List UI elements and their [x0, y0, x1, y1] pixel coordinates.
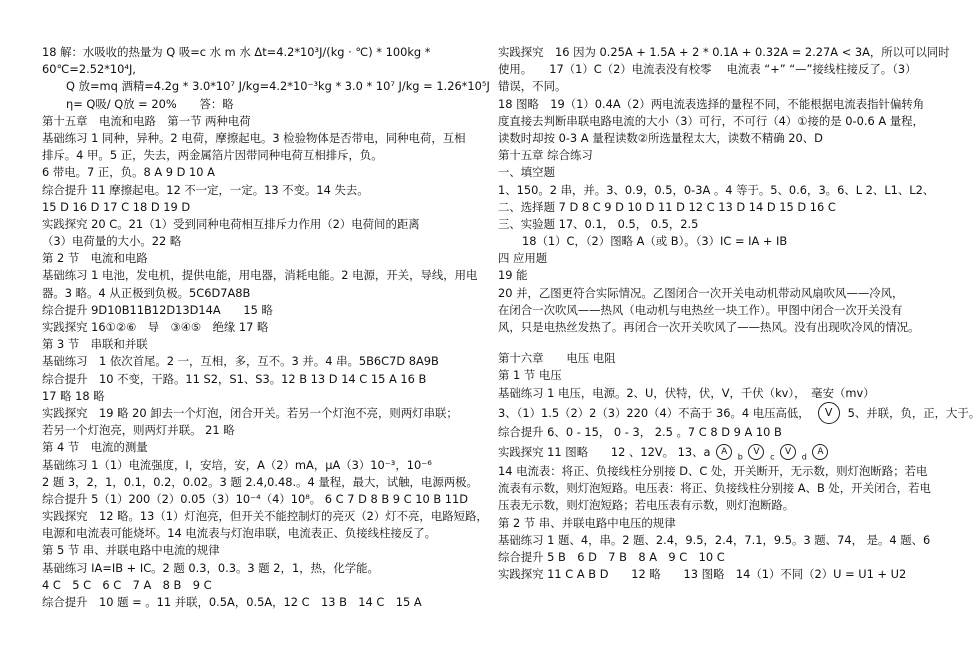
- text-line: 基础练习 1（1）电流强度，I，安培，安，A（2）mA，μA（3）10⁻³，10⁻⁶: [42, 457, 432, 472]
- section-heading: 第十五章 综合练习: [498, 148, 593, 163]
- text-line: 实践探究 12 略。13（1）灯泡亮，但开关不能控制灯的亮灭（2）灯不亮，电路短路，: [42, 509, 488, 524]
- text-line: 度直接去判断串联电路电流的大小（3）可行，不可行（4）①接的是 0-0.6 A 量程，: [498, 113, 924, 128]
- text-line: 4 C 5 C 6 C 7 A 8 B 9 C: [42, 577, 212, 592]
- voltmeter-symbol-icon: V: [780, 444, 796, 460]
- section-heading: 第 2 节 串、并联电路中电压的规律: [498, 515, 676, 530]
- text-line: 器。3 略。4 从正极到负极。5C6D7A8B: [42, 285, 251, 300]
- text-segment: 3、（1）1.5（2）2（3）220（4）不高于 36。4 电压高低，: [498, 405, 810, 420]
- right-column: [498, 44, 980, 583]
- text-line: Q 放=mq 酒精=4.2g * 3.0*10⁷ J/kg=4.2*10⁻³kg * 3.0 * 10⁷ J/kg = 1.26*10⁵J: [66, 79, 490, 94]
- text-line: 1、150。2 串，并。3、0.9，0.5，0-3A 。4 等于。5、0.6，3。6、L 2、L1、L2、: [498, 182, 935, 197]
- text-line: 综合提升 6、0 - 15， 0 - 3， 2.5 。7 C 8 D 9 A 10 B: [498, 424, 782, 439]
- chapter-heading: 第十六章 电压 电阻: [498, 351, 616, 366]
- section-heading: 第 2 节 电流和电路: [42, 251, 148, 266]
- spacer: [498, 336, 918, 350]
- text-line: 使用。 17（1）C（2）电流表没有校零 电流表 “+” “—”接线柱接反了。（3）: [498, 62, 917, 77]
- label-c: c: [770, 452, 775, 462]
- text-line: 基础练习 IA=IB + IC。2 题 0.3，0.3。3 题 2，1，热，化学能。: [42, 560, 379, 575]
- chapter-heading: 第十五章 电流和电路 第一节 两种电荷: [42, 113, 251, 128]
- text-line: 综合提升 10 不变，干路。11 S2，S1、S3。12 B 13 D 14 C 15 A 16 B: [42, 371, 427, 386]
- text-line: 6 带电。7 正，负。8 A 9 D 10 A: [42, 165, 215, 180]
- text-line: 60℃=2.52*10⁴J,: [42, 62, 136, 77]
- meter-sequence-line: [498, 441, 918, 463]
- text-line: 若另一个灯泡亮，则两灯并联。 21 略: [42, 423, 235, 438]
- text-line: 15 D 16 D 17 C 18 D 19 D: [42, 199, 191, 214]
- text-line: 综合提升 11 摩擦起电。12 不一定，一定。13 不变。14 失去。: [42, 182, 369, 197]
- voltmeter-line: [498, 402, 980, 424]
- section-heading: 第 1 节 电压: [498, 368, 562, 383]
- text-line: 实践探究 16①②⑥ 导 ③④⑤ 绝缘 17 略: [42, 320, 269, 334]
- text-line: 基础练习 1 依次首尾。2 一，互相，多，互不。3 并。4 串。5B6C7D 8A9B: [42, 354, 439, 369]
- voltmeter-symbol-icon: V: [748, 444, 764, 460]
- text-line: 排斥。4 甲。5 正，失去，两金属箔片因带同种电荷互相排斥，负。: [42, 148, 383, 163]
- section-heading: 第 5 节 串、并联电路中电流的规律: [42, 543, 220, 558]
- text-line: 风，只是电热丝发热了。再闭合一次开关吹风了——热风。没有出现吹冷风的情况。: [498, 320, 920, 334]
- text-line: 错误，不同。: [498, 79, 567, 94]
- text-line: 17 略 18 略: [42, 388, 105, 403]
- text-line: η= Q吸/ Q放 = 20% 答：略: [66, 96, 234, 111]
- text-line: 基础练习 1 电池，发电机，提供电能，用电器，消耗电能。2 电源，开关，导线，用电: [42, 268, 478, 283]
- section-heading: 第 3 节 串联和并联: [42, 337, 148, 352]
- text-line: 在闭合一次吹风——热风（电动机与电热丝一块工作）。甲图中闭合一次开关没有: [498, 302, 903, 317]
- text-line: 实践探究 20 C。21（1）受到同种电荷相互排斥力作用（2）电荷间的距离: [42, 216, 420, 231]
- text-line: 14 电流表：将正、负接线柱分别接 D、C 处，开关断开，无示数，则灯泡断路；若电: [498, 463, 928, 478]
- text-line: 流表有示数，则灯泡短路。电压表：将正、负接线柱分别接 A、B 处，开关闭合，若电: [498, 481, 931, 496]
- text-line: 20 并，乙图更符合实际情况。乙图闭合一次开关电动机带动风扇吹风——冷风，: [498, 285, 904, 300]
- text-line: 2 题 3，2，1，0.1，0.2，0.02。3 题 2.4,0.48.。4 量程，最大，试触，电源两极。: [42, 474, 478, 489]
- ammeter-symbol-icon: A: [716, 444, 732, 460]
- text-line: （3）电荷量的大小。22 略: [42, 234, 182, 249]
- text-line: 18 解：水吸收的热量为 Q 吸=c 水 m 水 Δt=4.2*10³J/(kg · ℃) * 100kg *: [42, 45, 431, 59]
- text-line: 18（1）C，（2）图略 A（或 B）。（3）IC = IA + IB: [522, 234, 788, 249]
- text-line: 基础练习 1 同种，异种。2 电荷，摩擦起电。3 检验物体是否带电，同种电荷，互相: [42, 130, 466, 145]
- text-line: 18 图略 19（1）0.4A（2）两电流表选择的量程不同，不能根据电流表指针偏转角: [498, 96, 925, 111]
- text-line: 实践探究 19 略 20 卸去一个灯泡，闭合开关。若另一个灯泡不亮，则两灯串联；: [42, 405, 458, 420]
- section-heading: 第 4 节 电流的测量: [42, 440, 148, 455]
- text-line: 实践探究 11 C A B D 12 略 13 图略 14（1）不同（2）U = U1 + U2: [498, 567, 907, 582]
- text-line: 二、选择题 7 D 8 C 9 D 10 D 11 D 12 C 13 D 14 D 15 D 16 C: [498, 199, 836, 214]
- text-segment: 5、并联，负，正，大于。: [847, 405, 980, 420]
- text-line: 实践探究 16 因为 0.25A + 1.5A + 2 * 0.1A + 0.32A = 2.27A < 3A，所以可以同时: [498, 45, 950, 59]
- text-line: 综合提升 5 B 6 D 7 B 8 A 9 C 10 C: [498, 549, 725, 564]
- text-line: 压表无示数，则灯泡短路；若电压表有示数，则灯泡断路。: [498, 498, 795, 513]
- text-line: 综合提升 10 题 = 。11 并联，0.5A，0.5A，12 C 13 B 14 C 15 A: [42, 595, 422, 609]
- text-line: 19 能: [498, 268, 528, 283]
- voltmeter-symbol-icon: V: [818, 402, 840, 424]
- label-b: b: [737, 452, 743, 462]
- text-segment: 实践探究 11 图略 12 、12V。 13、a: [498, 444, 711, 459]
- text-line: 综合提升 5（1）200（2）0.05（3）10⁻⁴（4）10⁸。 6 C 7 D 8 B 9 C 10 B 11D: [42, 491, 469, 506]
- text-line: 读数时却按 0-3 A 量程读数②所选量程太大，读数不精确 20、D: [498, 130, 823, 145]
- text-line: 三、实验题 17、0.1， 0.5， 0.5，2.5: [498, 216, 699, 231]
- text-line: 电源和电流表可能烧坏。14 电流表与灯泡串联，电流表正、负接线柱接反了。: [42, 526, 437, 541]
- text-line: 基础练习 1 题、4，串。2 题、2.4，9.5，2.4，7.1，9.5。3 题、74， 是。4 题、6: [498, 532, 931, 547]
- ammeter-symbol-icon: A: [812, 444, 828, 460]
- left-column: [42, 44, 490, 611]
- label-d: d: [801, 452, 807, 462]
- text-line: 四 应用题: [498, 251, 548, 266]
- text-line: 一、填空题: [498, 165, 555, 180]
- text-line: 基础练习 1 电压，电源。2、U，伏特，伏，V，千伏（kv）， 毫安（mv）: [498, 385, 875, 400]
- text-line: 综合提升 9D10B11B12D13D14A 15 略: [42, 302, 273, 317]
